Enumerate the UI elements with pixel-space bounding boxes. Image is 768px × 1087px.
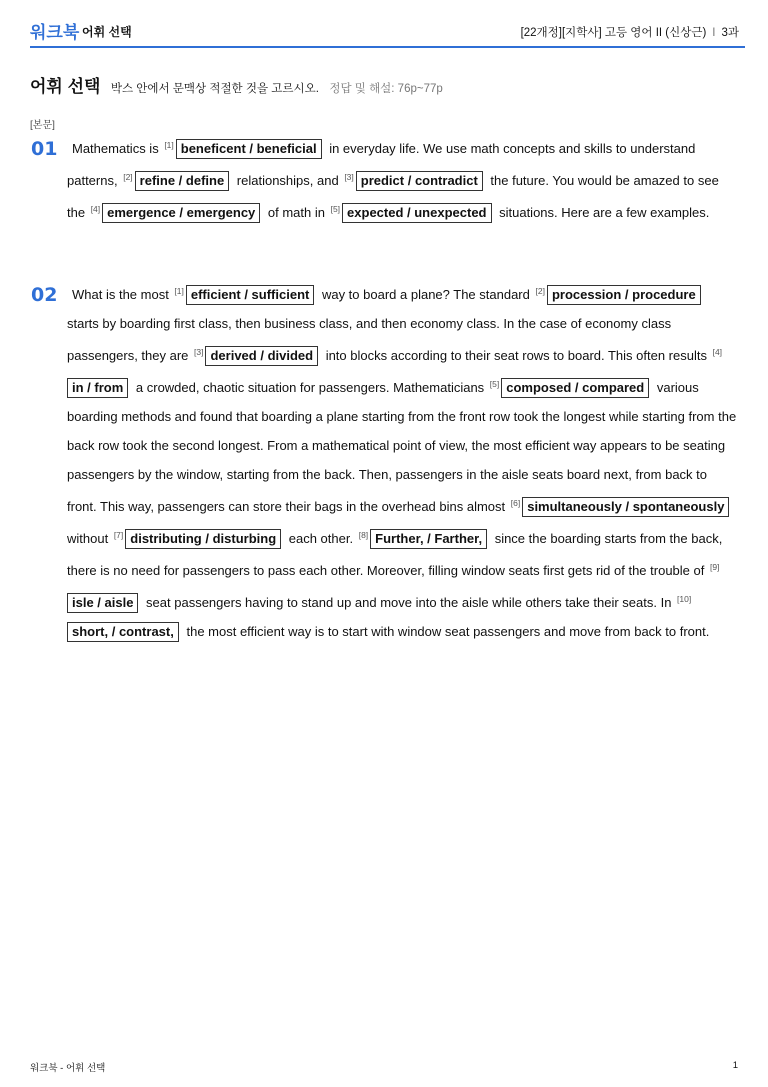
vocab-choice-box[interactable]: derived / divided [205,346,318,366]
passage-02 [67,277,739,646]
passage-text: a crowded, chaotic situation for passengers. Mathematicians [132,380,488,395]
vocab-choice-box[interactable]: emergence / emergency [102,203,260,223]
brand-subtitle: 어휘 선택 [82,25,132,39]
page-header [30,18,745,48]
passage-text: without [67,531,112,546]
blank-number: [10] [677,594,692,604]
blank-number: [6] [510,498,521,508]
vocab-choice-box[interactable]: isle / aisle [67,593,138,613]
blank-number: [1] [174,286,184,296]
vocab-choice-box[interactable]: distributing / disturbing [125,529,281,549]
vocab-choice-box[interactable]: expected / unexpected [342,203,491,223]
footer-title: 워크북 - 어휘 선택 [30,1063,106,1074]
blank-number: [3] [194,347,204,357]
passage-text: various boarding methods and found that boarding a plane starting from the front row took the longest while starting from the back row took the second longest. From a mathematical point of view, the most efficient way appears to be seating passengers by the window, starting from the back. Then, passengers in the aisle seats board next, from back to front. This way, passengers can store their bags in the overhead bins almost [67,380,737,514]
vocab-choice-box[interactable]: beneficent / beneficial [176,139,322,159]
blank-number: [7] [113,530,124,540]
passage-text: of math in [264,205,329,220]
blank-number: [2] [123,172,133,182]
blank-number: [4] [90,204,101,214]
exercise-instruction: 박스 안에서 문맥상 적절한 것을 고르시오. [110,83,319,95]
blank-number: [2] [535,286,545,296]
vocab-choice-box[interactable]: procession / procedure [547,285,701,305]
passage-number-02: 02 [31,284,58,306]
blank-number: [5] [330,204,341,214]
blank-number: [3] [344,172,354,182]
passage-text: What is the most [72,287,173,302]
blank-number: [8] [358,530,369,540]
vocab-choice-box[interactable]: in / from [67,378,128,398]
vocab-choice-box[interactable]: short, / contrast, [67,622,179,642]
blank-number: [5] [489,379,500,389]
vocab-choice-box[interactable]: composed / compared [501,378,649,398]
vocab-choice-box[interactable]: predict / contradict [356,171,483,191]
passage-01 [67,131,739,227]
passage-text: the future. You would be amazed to see the [67,173,719,220]
vocab-choice-box[interactable]: refine / define [135,171,230,191]
blank-number: [1] [164,140,174,150]
exercise-title: 어휘 선택 [30,77,101,96]
passage-text: in everyday life. We use math concepts and skills to understand patterns, [67,141,696,188]
lesson-label: 3과 [721,27,739,39]
passage-text: since the boarding starts from the back, there is no need for passengers to pass each other. Moreover, filling window seats first gets rid of the trouble of [67,531,723,578]
passage-text: into blocks according to their seat rows to board. This often results [322,348,711,363]
passage-text: Mathematics is [72,141,163,156]
course-info [521,24,739,40]
vocab-choice-box[interactable]: efficient / sufficient [186,285,314,305]
brand-title: 워크북 [30,23,80,42]
page-number: 1 [732,1060,738,1071]
passage-text: seat passengers having to stand up and move into the aisle while others take their seats. In [142,595,676,610]
blank-number: [9] [709,562,720,572]
passage-text: the most efficient way is to start with window seat passengers and move from back to front. [182,624,710,639]
passage-text: starts by boarding first class, then business class, and then economy class. In the case of economy class passengers, they are [67,316,672,363]
passage-number-01: 01 [31,138,58,160]
vocab-choice-box[interactable]: simultaneously / spontaneously [522,497,729,517]
course-name: [22개정][지학사] 고등 영어 II (신상근) [520,27,707,39]
passage-text: relationships, and [233,173,343,188]
vocab-choice-box[interactable]: Further, / Farther, [370,529,487,549]
answer-reference: 정답 및 해설: 76p~77p [329,83,443,95]
header-separator: I [712,27,716,39]
passage-text: way to board a plane? The standard [318,287,534,302]
exercise-title-row [30,72,443,97]
section-tag: [본문] [30,120,55,131]
passage-text: situations. Here are a few examples. [495,205,710,220]
blank-number: [4] [712,347,723,357]
passage-text: each other. [285,531,357,546]
